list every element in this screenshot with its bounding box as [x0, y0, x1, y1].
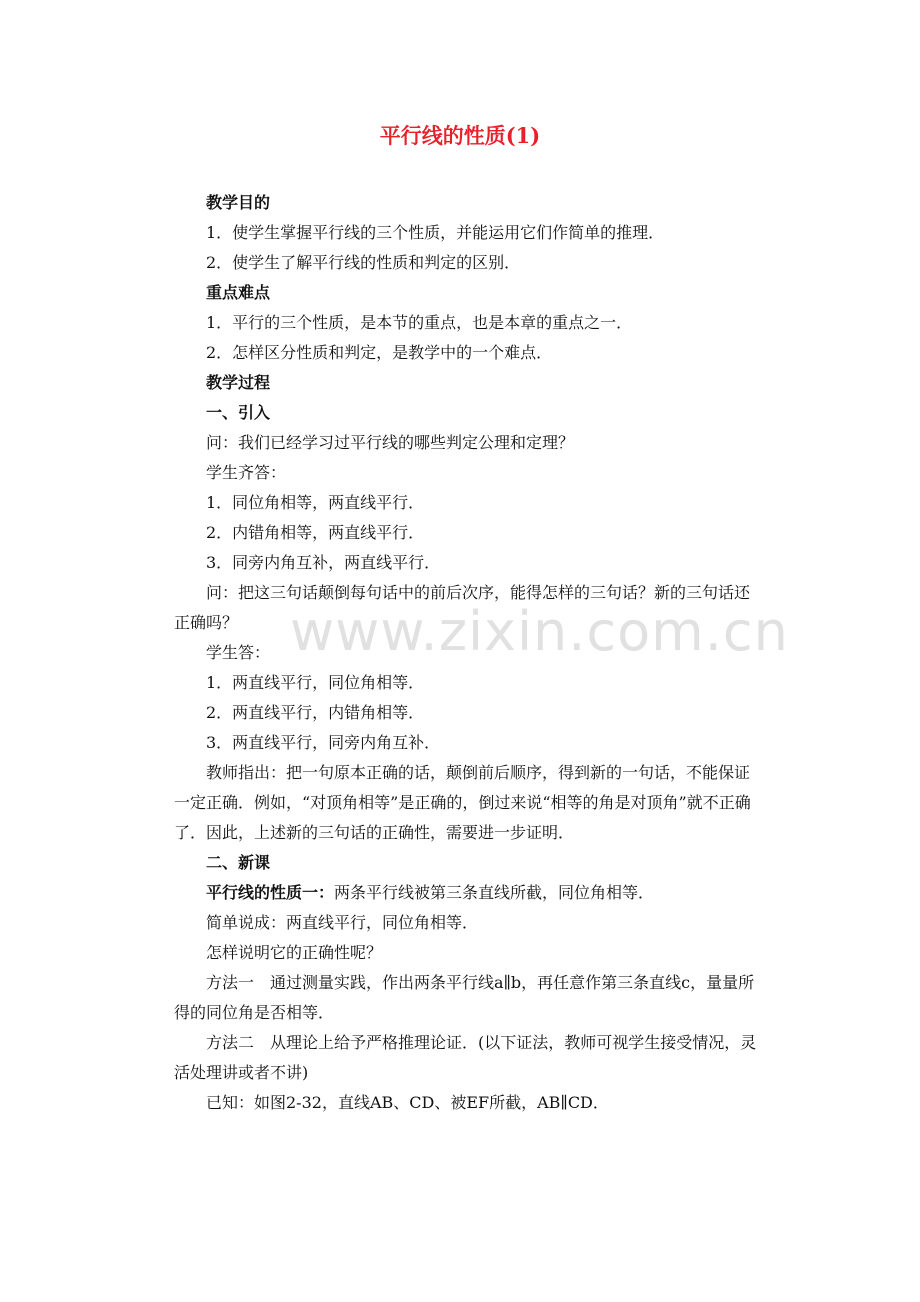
property-1 — [174, 878, 764, 908]
page-title: 平行线的性质(1) — [379, 123, 541, 148]
answer-1-label: 学生齐答： — [206, 463, 287, 482]
given-statement: 已知：如图2-32，直线AB、CD、被EF所截，AB∥CD． — [206, 1093, 609, 1112]
property-1-simple: 简单说成：两直线平行，同位角相等． — [206, 913, 479, 932]
answer-2-label: 学生答： — [206, 643, 271, 662]
property-1-label: 平行线的性质一： — [206, 883, 335, 902]
key-item-2: 2．怎样区分性质和判定，是教学中的一个难点． — [206, 343, 553, 362]
teacher-note: 教师指出：把一句原本正确的话，颠倒前后顺序，得到新的一句话，不能保证一定正确．例如，“对顶角相等”是正确的，倒过来说“相等的角是对顶角”就不正确了．因此，上述新的三句话的正确性，需要进一步证明． — [174, 763, 751, 842]
key-heading: 重点难点 — [206, 283, 271, 302]
method-2: 方法二 从理论上给予严格推理论证．(以下证法，教师可视学生接受情况，灵活处理讲或者不讲) — [174, 1033, 757, 1082]
answer-2-item-2: 2．两直线平行，内错角相等． — [206, 703, 425, 722]
goal-item-1: 1．使学生掌握平行线的三个性质，并能运用它们作简单的推理． — [206, 223, 665, 242]
new-lesson-heading: 二、新课 — [206, 853, 271, 872]
watermark: www.zixin.com.cn — [290, 600, 789, 663]
key-item-1: 1．平行的三个性质，是本节的重点，也是本章的重点之一． — [206, 313, 633, 332]
intro-heading: 一、引入 — [206, 403, 271, 422]
question-2: 问：把这三句话颠倒每句话中的前后次序，能得怎样的三句话？新的三句话还正确吗？ — [174, 583, 751, 632]
property-1-text: 两条平行线被第三条直线所截，同位角相等． — [334, 883, 655, 902]
goal-heading: 教学目的 — [206, 193, 271, 212]
answer-1-item-1: 1．同位角相等，两直线平行． — [206, 493, 425, 512]
document-body — [174, 188, 789, 1118]
answer-1-item-2: 2．内错角相等，两直线平行． — [206, 523, 425, 542]
answer-2-item-1: 1．两直线平行，同位角相等． — [206, 673, 425, 692]
process-heading: 教学过程 — [206, 373, 271, 392]
method-1: 方法一 通过测量实践，作出两条平行线a∥b，再任意作第三条直线c，量量所得的同位角是否相等． — [174, 973, 755, 1022]
answer-2-item-3: 3．两直线平行，同旁内角互补． — [206, 733, 441, 752]
goal-item-2: 2．使学生了解平行线的性质和判定的区别． — [206, 253, 521, 272]
how-question: 怎样说明它的正确性呢？ — [206, 943, 383, 962]
answer-1-item-3: 3．同旁内角互补，两直线平行． — [206, 553, 441, 572]
question-1: 问：我们已经学习过平行线的哪些判定公理和定理？ — [206, 433, 575, 452]
